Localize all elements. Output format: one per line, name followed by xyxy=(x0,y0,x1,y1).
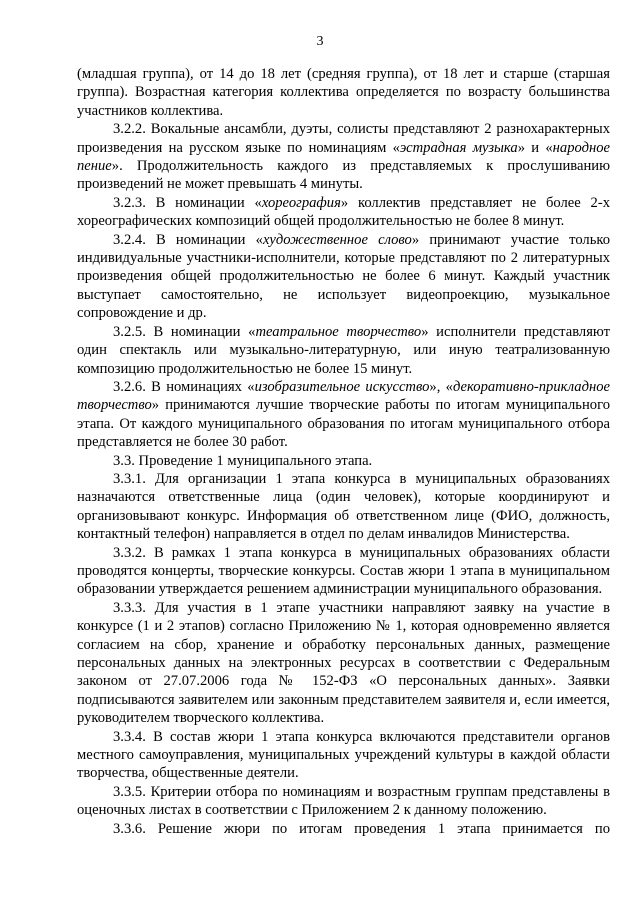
paragraph-text: 3.2.3. В номинации « xyxy=(113,194,262,211)
nomination-name: народное пение xyxy=(77,139,611,175)
nomination-name: театральное творчество xyxy=(255,323,422,340)
paragraph-p11 xyxy=(77,783,610,820)
paragraph-text: 3.2.6. В номинациях « xyxy=(113,378,255,395)
paragraph-text: 3.2.5. В номинации « xyxy=(113,323,256,340)
nomination-name: декоративно-прикладное творчество xyxy=(77,378,610,414)
paragraph-text: » принимают участие только индивидуальные участники-исполнители, которые представляют по 2 литературных произведения общей продолжительностью не более 6 минут. Каждый участник выступает самостоятельно, не использует видеопроекцию, музыкальное сопровождение и др. xyxy=(77,231,611,322)
paragraph-p8 xyxy=(77,544,610,599)
paragraph-text: », « xyxy=(429,378,453,395)
page-number: 3 xyxy=(316,34,324,49)
paragraph-p0 xyxy=(77,65,610,120)
paragraph-text: 3.3.1. Для организации 1 этапа конкурса в муниципальных образованиях назначаются ответственные лица (один человек), которые координируют и организовывают конкурс. Информация об ответственном лице (ФИО, должность, контактный телефон) направляется в отдел по делам инвалидов Министерства. xyxy=(77,470,610,543)
nomination-name: художественное слово xyxy=(262,231,412,248)
paragraph-text: » исполнители представляют один спектакль или музыкально-литературную, или иную театрализованную композицию продолжительностью не более 15 минут. xyxy=(77,323,610,377)
paragraph-text: 3.3.4. В состав жюри 1 этапа конкурса включаются представители органов местного самоуправления, муниципальных учреждений культуры в каждой области творчества, общественные деятели. xyxy=(77,728,610,782)
paragraph-text: 3.3.6. Решение жюри по итогам проведения 1 этапа принимается по xyxy=(113,820,610,837)
paragraph-text: 3.3.5. Критерии отбора по номинациям и возрастным группам представлены в оценочных листах в соответствии с Приложением 2 к данному положению. xyxy=(77,783,610,819)
paragraph-text: » и « xyxy=(517,139,553,156)
paragraph-p9 xyxy=(77,599,610,728)
paragraph-text: » принимаются лучшие творческие работы по итогам муниципального этапа. От каждого муниципального образования по итогам муниципального отбора представляется не более 30 работ. xyxy=(77,397,610,451)
paragraph-p5 xyxy=(77,378,610,452)
paragraph-text: 3.3. Проведение 1 муниципального этапа. xyxy=(113,452,373,469)
paragraph-p2 xyxy=(77,194,610,231)
paragraph-text: 3.3.3. Для участия в 1 этапе участники направляют заявку на участие в конкурсе (1 и 2 этапов) согласно Приложению № 1, которая одновременно является согласием на сбор, хранение и обработку персональных данных, размещение персональных данных на электронных ресурсах в соответствии с Федеральным законом от 27.07.2006 года № 152-ФЗ «О персональных данных». Заявки подписываются заявителем или законным представителем заявителя и, если имеется, руководителем творческого коллектива. xyxy=(77,599,610,727)
paragraph-p4 xyxy=(77,323,610,378)
paragraph-p3 xyxy=(77,231,610,323)
paragraph-text: » коллектив представляет не более 2-х хореографических композиций общей продолжительностью не более 8 минут. xyxy=(77,194,610,230)
paragraph-text: 3.2.4. В номинации « xyxy=(113,231,263,248)
nomination-name: хореография xyxy=(261,194,341,211)
paragraph-p12 xyxy=(77,820,610,838)
paragraph-p7 xyxy=(77,470,610,544)
paragraph-p1 xyxy=(77,120,610,194)
paragraph-text: ». Продолжительность каждого из представляемых к прослушиванию произведений не может превышать 4 минуты. xyxy=(77,158,610,193)
nomination-name: эстрадная музыка xyxy=(399,139,518,156)
paragraph-p6 xyxy=(77,452,610,470)
paragraph-text: 3.3.2. В рамках 1 этапа конкурса в муниципальных образованиях области проводятся концерты, творческие конкурсы. Состав жюри 1 этапа в муниципальном образовании утверждается решением администрации муниципального образования. xyxy=(77,544,610,598)
paragraph-text: (младшая группа), от 14 до 18 лет (средняя группа), от 18 лет и старше (старшая группа). Возрастная категория коллектива определяется по возрасту большинства участников коллектива. xyxy=(77,66,610,119)
nomination-name: изобразительное искусство xyxy=(254,378,430,395)
paragraph-p10 xyxy=(77,728,610,783)
paragraph-text: 3.2.2. Вокальные ансамбли, дуэты, солисты представляют 2 разнохарактерных произведения на русском языке по номинациям « xyxy=(77,121,610,156)
document-body xyxy=(77,65,610,838)
